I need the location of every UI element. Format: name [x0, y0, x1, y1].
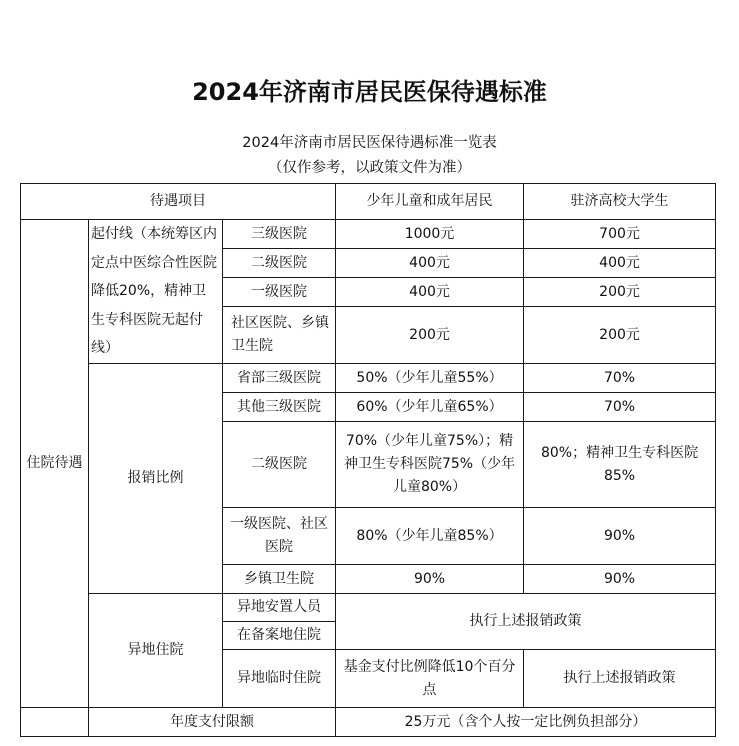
- students-cell: 80%；精神卫生专科医院85%: [524, 422, 716, 508]
- residents-cell: 80%（少年儿童85%）: [336, 508, 524, 565]
- students-cell: 执行上述报销政策: [524, 650, 716, 708]
- level-cell: 三级医院: [223, 220, 336, 249]
- group-inpatient: 住院待遇: [21, 220, 89, 708]
- students-cell: 400元: [524, 249, 716, 278]
- header-item: 待遇项目: [21, 184, 336, 220]
- students-cell: 90%: [524, 565, 716, 594]
- deductible-label: 起付线（本统筹区内定点中医综合性医院降低20%，精神卫生专科医院无起付线）: [89, 220, 223, 364]
- table-header-row: [21, 184, 716, 220]
- table-row: [21, 708, 716, 737]
- header-students: 驻济高校大学生: [524, 184, 716, 220]
- table-caption-note: （仅作参考，以政策文件为准）: [268, 160, 471, 176]
- level-cell: 异地临时住院: [223, 650, 336, 708]
- table-row: [21, 594, 716, 622]
- level-cell: 在备案地住院: [223, 622, 336, 650]
- benefits-table: [20, 183, 716, 737]
- annual-limit-value: 25万元（含个人按一定比例负担部分）: [336, 708, 716, 737]
- header-residents: 少年儿童和成年居民: [336, 184, 524, 220]
- residents-cell: 70%（少年儿童75%）；精神卫生专科医院75%（少年儿童80%）: [336, 422, 524, 508]
- residents-cell: 50%（少年儿童55%）: [336, 364, 524, 393]
- students-cell: 200元: [524, 278, 716, 307]
- students-cell: 70%: [524, 364, 716, 393]
- page-title: 2024年济南市居民医保待遇标准: [192, 78, 547, 106]
- level-cell: 二级医院: [223, 249, 336, 278]
- offsite-label: 异地住院: [89, 594, 223, 708]
- offsite-merged-policy: 执行上述报销政策: [336, 594, 716, 650]
- students-cell: 90%: [524, 508, 716, 565]
- level-cell: 省部三级医院: [223, 364, 336, 393]
- annual-limit-label: 年度支付限额: [89, 708, 336, 737]
- students-cell: 200元: [524, 307, 716, 364]
- level-cell: 二级医院: [223, 422, 336, 508]
- residents-cell: 90%: [336, 565, 524, 594]
- residents-cell: 基金支付比例降低10个百分点: [336, 650, 524, 708]
- table-row: [21, 364, 716, 393]
- residents-cell: 60%（少年儿童65%）: [336, 393, 524, 422]
- table-row: [21, 220, 716, 249]
- residents-cell: 200元: [336, 307, 524, 364]
- level-cell: 其他三级医院: [223, 393, 336, 422]
- residents-cell: 400元: [336, 278, 524, 307]
- reimbursement-label: 报销比例: [89, 364, 223, 594]
- level-cell: 一级医院: [223, 278, 336, 307]
- level-cell: 一级医院、社区医院: [223, 508, 336, 565]
- level-cell: 异地安置人员: [223, 594, 336, 622]
- residents-cell: 1000元: [336, 220, 524, 249]
- residents-cell: 400元: [336, 249, 524, 278]
- students-cell: 70%: [524, 393, 716, 422]
- table-caption: 2024年济南市居民医保待遇标准一览表: [242, 135, 497, 151]
- students-cell: 700元: [524, 220, 716, 249]
- blank-cell: [21, 708, 89, 737]
- level-cell: 乡镇卫生院: [223, 565, 336, 594]
- level-cell: 社区医院、乡镇卫生院: [223, 307, 336, 364]
